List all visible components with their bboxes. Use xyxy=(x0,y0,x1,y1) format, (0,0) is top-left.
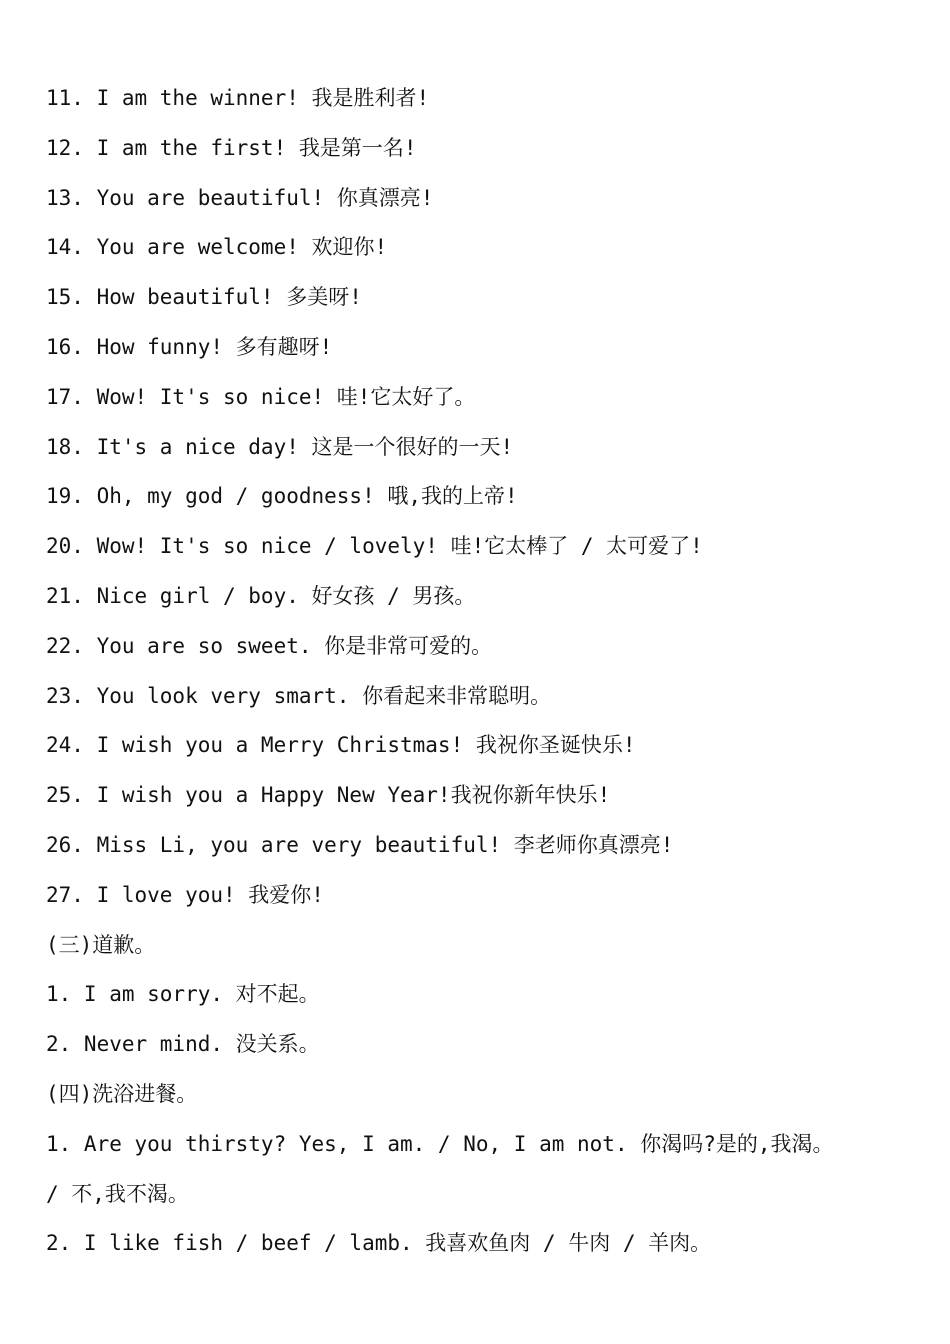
phrase-line: 12. I am the first! 我是第一名! xyxy=(46,135,417,160)
section-heading-bathing-dining: (四)洗浴进餐。 xyxy=(46,1081,198,1106)
phrase-line: 17. Wow! It's so nice! 哇!它太好了。 xyxy=(46,384,476,409)
phrase-line: 2. Never mind. 没关系。 xyxy=(46,1032,320,1057)
phrase-list xyxy=(46,74,926,1269)
phrase-line: 23. You look very smart. 你看起来非常聪明。 xyxy=(46,683,552,708)
phrase-line: 15. How beautiful! 多美呀! xyxy=(46,285,362,310)
phrase-line: 26. Miss Li, you are very beautiful! 李老师你真漂亮! xyxy=(46,832,674,857)
phrase-line: 25. I wish you a Happy New Year!我祝你新年快乐! xyxy=(46,783,611,808)
phrase-line: 11. I am the winner! 我是胜利者! xyxy=(46,86,430,110)
phrase-line: 1. I am sorry. 对不起。 xyxy=(46,982,320,1007)
phrase-line: 24. I wish you a Merry Christmas! 我祝你圣诞快乐! xyxy=(46,733,636,758)
phrase-line: 16. How funny! 多有趣呀! xyxy=(46,334,333,359)
phrase-line: 14. You are welcome! 欢迎你! xyxy=(46,235,388,260)
phrase-line: 20. Wow! It's so nice / lovely! 哇!它太棒了 / 太可爱了! xyxy=(46,534,703,559)
phrase-line: 18. It's a nice day! 这是一个很好的一天! xyxy=(46,434,514,459)
phrase-line: 2. I like fish / beef / lamb. 我喜欢鱼肉 / 牛肉 / 羊肉。 xyxy=(46,1231,712,1256)
phrase-line: 13. You are beautiful! 你真漂亮! xyxy=(46,185,434,210)
phrase-line: 21. Nice girl / boy. 好女孩 / 男孩。 xyxy=(46,583,476,608)
phrase-line: 22. You are so sweet. 你是非常可爱的。 xyxy=(46,633,493,658)
phrase-line: 19. Oh, my god / goodness! 哦,我的上帝! xyxy=(46,484,518,509)
section-heading-apology: (三)道歉。 xyxy=(46,932,156,957)
phrase-line: 1. Are you thirsty? Yes, I am. / No, I am not. 你渴吗?是的,我渴。 xyxy=(46,1131,834,1156)
phrase-line-continuation: / 不,我不渴。 xyxy=(46,1181,189,1206)
phrase-line: 27. I love you! 我爱你! xyxy=(46,882,324,907)
